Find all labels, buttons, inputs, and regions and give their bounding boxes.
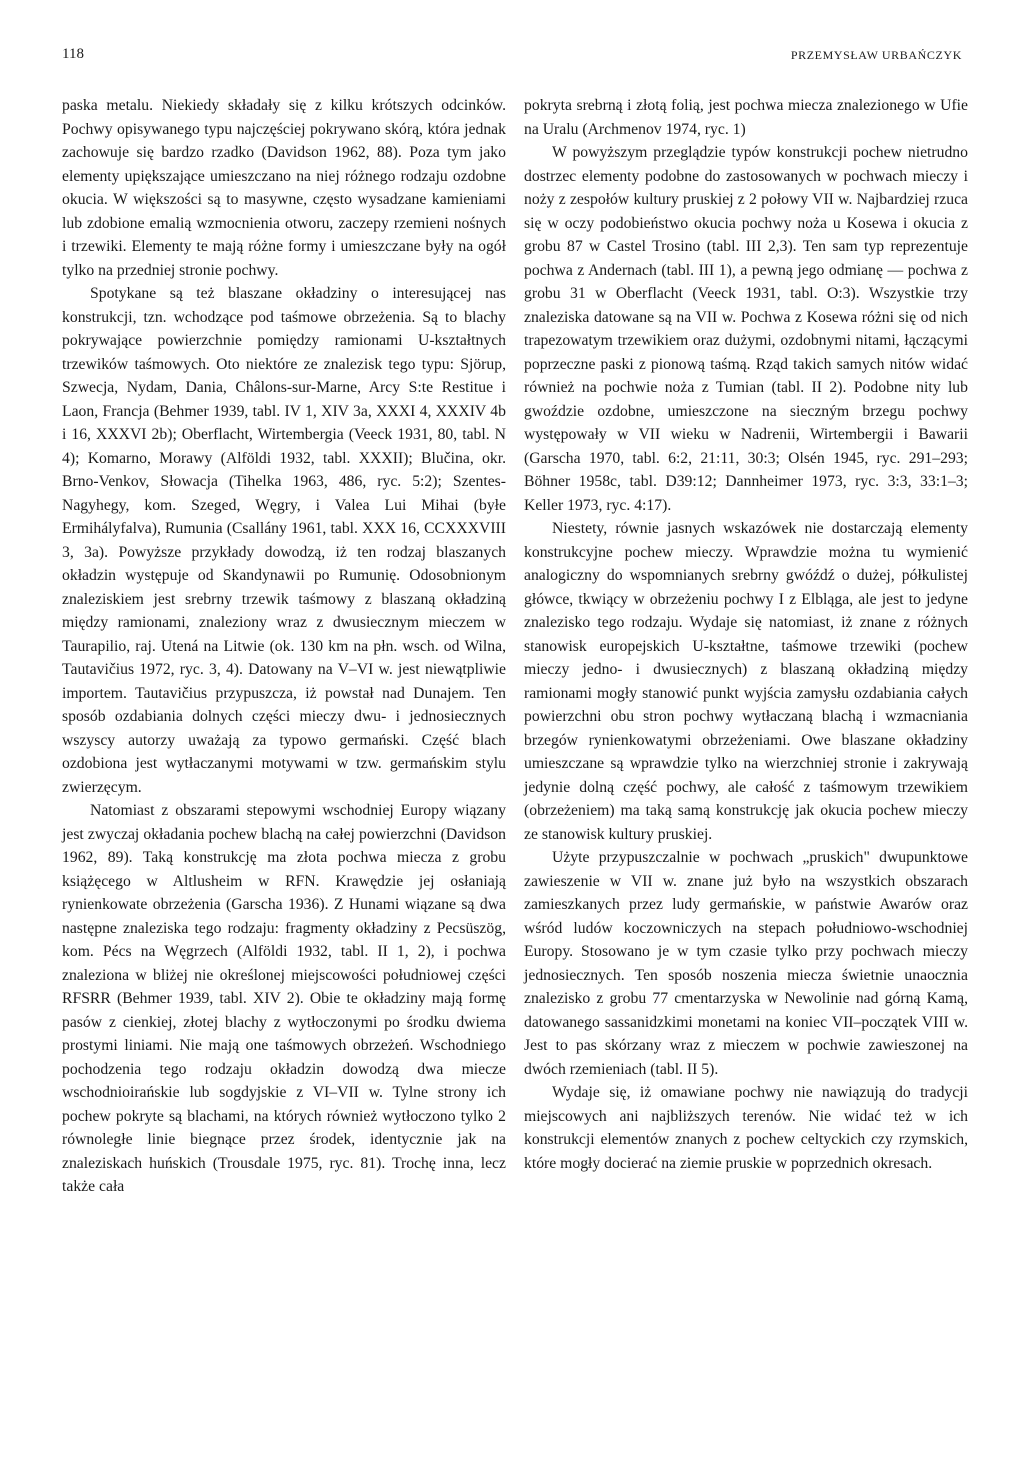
paragraph: pokryta srebrną i złotą folią, jest pochwa miecza znalezionego w Ufie na Uralu (Archmenov 1974, ryc. 1) bbox=[524, 97, 968, 138]
paragraph: Natomiast z obszarami stepowymi wschodniej Europy wiązany jest zwyczaj okładania pochew blachą na całej powierzchni (Davidson 1962, 89). Taką konstrukcję ma złota pochwa miecza z grobu książęcego w Altlusheim w RFN. Krawędzie jej osłaniają rynienkowate obrzeżenia (Garscha 1936). Z Hunami wiązane są dwa następne znaleziska tego rodzaju: fragmenty okładziny z Pecsüszög, kom. Pécs na Węgrzech (Alföldi 1932, tabl. II 1, 2), i pochwa znaleziona w bliżej nie określonej miejscowości południowej części RFSRR (Behmer 1939, tabl. XIV 2). Obie te okładziny mają formę pasów z cienkiej, złotej blachy z wytłoczonymi po środku dwiema prostymi liniami. Nie mają one taśmowych obrzeżeń. Wschodniego pochodzenia tego rodzaju okładzin dowodzą dwa miecze wschodnioirańskie lub sogdyjskie z VI–VII w. Tylne strony ich pochew pokryte są blachami, na których również wytłoczono tylko 2 równoległe linie biegnące przez środek, identycznie jak na znaleziskach huńskich (Trousdale 1975, ryc. 81). Trochę inna, lecz także cała bbox=[62, 802, 506, 1195]
paragraph: Wydaje się, iż omawiane pochwy nie nawiązują do tradycji miejscowych ani najbliższych terenów. Nie widać też w ich konstrukcji elementów znanych z pochew celtyckich czy rzymskich, które mogły docierać na ziemie pruskie w poprzednich okresach. bbox=[524, 1084, 968, 1172]
page-header bbox=[62, 46, 962, 70]
paragraph: paska metalu. Niekiedy składały się z kilku krótszych odcinków. Pochwy opisywanego typu najczęściej pokrywano skórą, która jednak zachowuje się bardzo rzadko (Davidson 1962, 88). Poza tym jako elementy upiększające umieszczano na niej różnego rodzaju ozdobne okucia. W większości są to masywne, często wysadzane kamieniami lub zdobione emalią wzmocnienia otworu, zaczepy rzemieni nośnych i trzewiki. Elementy te mają różne formy i umieszczane były na ogół tylko na przedniej stronie pochwy. bbox=[62, 97, 506, 279]
left-column bbox=[62, 94, 506, 1199]
paragraph: Niestety, równie jasnych wskazówek nie dostarczają elementy konstrukcyjne pochew mieczy. Wprawdzie można tu wymienić analogiczny do wspomnianych srebrny gwóźdź o dużej, półkulistej główce, tkwiący w obrzeżeniu pochwy I z Elbląga, ale jest to jedyne znalezisko tego rodzaju. Wydaje się natomiast, iż znane z różnych stanowisk europejskich U-kształtne, taśmowe trzewiki (pochew mieczy jedno- i dwusiecznych) z blaszaną okładziną między ramionami mogły stanowić punkt wyjścia zamysłu ozdabiania całych powierzchni obu stron pochwy wytłaczaną blachą i wzmacniania brzegów rynienkowatymi obrzeżeniami. Owe blaszane okładziny umieszczane są wprawdzie tylko na wierzchniej stronie i zakrywają jedynie dolną część pochwy, ale całość z taśmowym trzewikiem (obrzeżeniem) ma taką samą konstrukcję jak okucia pochew mieczy ze stanowisk kultury pruskiej. bbox=[524, 520, 968, 843]
page-number: 118 bbox=[62, 46, 84, 62]
paragraph: Użyte przypuszczalnie w pochwach „pruskich" dwupunktowe zawieszenie w VII w. znane już było na wszystkich obszarach zamieszkanych przez ludy germańskie, w państwie Awarów oraz wśród ludów koczowniczych na stepach południowo-wschodniej Europy. Stosowano je w tym czasie tylko przy pochwach mieczy jednosiecznych. Ten sposób noszenia miecza świetnie unaocznia znalezisko z grobu 77 cmentarzyska w Newolinie nad górną Kamą, datowanego sassanidzkimi monetami na koniec VII–początek VIII w. Jest to pas skórzany wraz z mieczem w pochwie zawieszonej na dwóch rzemieniach (tabl. II 5). bbox=[524, 849, 968, 1078]
paragraph: W powyższym przeglądzie typów konstrukcji pochew nietrudno dostrzec elementy podobne do zastosowanych w pochwach mieczy i noży z zespołów kultury pruskiej z 2 połowy VII w. Najbardziej rzuca się w oczy podobieństwo okucia pochwy noża u Kosewa i okucia z grobu 87 w Castel Trosino (tabl. III 2,3). Ten sam typ reprezentuje pochwa z Andernach (tabl. III 1), a pewną jego odmianę — pochwa z grobu 31 w Oberflacht (Veeck 1931, tabl. O:3). Wszystkie trzy znaleziska datowane są na VII w. Pochwa z Kosewa różni się od nich trapezowatym trzewikiem oraz dużymi, ozdobnymi nitami, łączącymi poprzeczne paski z pionową taśmą. Rząd takich samych nitów widać również na pochwie noża z Tumian (tabl. II 2). Podobne nity lub gwoździe ozdobne, umieszczone na sieczným brzegu pochwy występowały w VII wieku w Nadrenii, Wirtembergii i Bawarii (Garscha 1970, tabl. 6:2, 21:11, 30:3; Olsén 1945, ryc. 291–293; Böhner 1958c, tabl. D39:12; Dannheimer 1973, ryc. 3:3, 33:1–3; Keller 1973, ryc. 4:17). bbox=[524, 144, 968, 514]
right-column bbox=[524, 94, 968, 1175]
paragraph: Spotykane są też blaszane okładziny o interesującej nas konstrukcji, tzn. wchodzące pod taśmowe obrzeżenia. Są to blachy pokrywające powierzchnie pomiędzy ramionami U-kształtnych trzewików taśmowych. Oto niektóre ze znalezisk tego typu: Sjörup, Szwecja, Nydam, Dania, Châlons-sur-Marne, Arcy S:te Restitue i Laon, Francja (Behmer 1939, tabl. IV 1, XIV 3a, XXXI 4, XXXIV 4b i 16, XXXVI 2b); Oberflacht, Wirtembergia (Veeck 1931, 80, tabl. N 4); Komarno, Morawy (Alföldi 1932, tabl. XXXII); Blučina, okr. Brno-Venkov, Słowacja (Tihelka 1963, 486, ryc. 5:2); Szentes-Nagyhegy, kom. Szeged, Węgry, i Valea Lui Mihai (byłe Ermihályfalva), Rumunia (Csallány 1961, tabl. XXX 16, CCXXXVIII 3, 3a). Powyższe przykłady dowodzą, iż ten rodzaj blaszanych okładzin występuje od Skandynawii po Rumunię. Odosobnionym znaleziskiem jest srebrny trzewik taśmowy z blaszaną okładziną między ramionami, znaleziony wraz z dwusiecznym mieczem w Taurapilio, raj. Utená na Litwie (ok. 130 km na płn. wsch. od Wilna, Tautavičius 1972, ryc. 3, 4). Datowany na V–VI w. jest niewątpliwie importem. Tautavičius przypuszcza, iż powstał nad Dunajem. Ten sposób ozdabiania dolnych części mieczy dwu- i jednosiecznych wszyscy autorzy uważają za typowo germański. Część blach ozdobiona jest wytłaczanymi motywami w tzw. germańskim stylu zwierzęcym. bbox=[62, 285, 506, 796]
running-head-author: PRZEMYSŁAW URBAŃCZYK bbox=[790, 48, 962, 62]
